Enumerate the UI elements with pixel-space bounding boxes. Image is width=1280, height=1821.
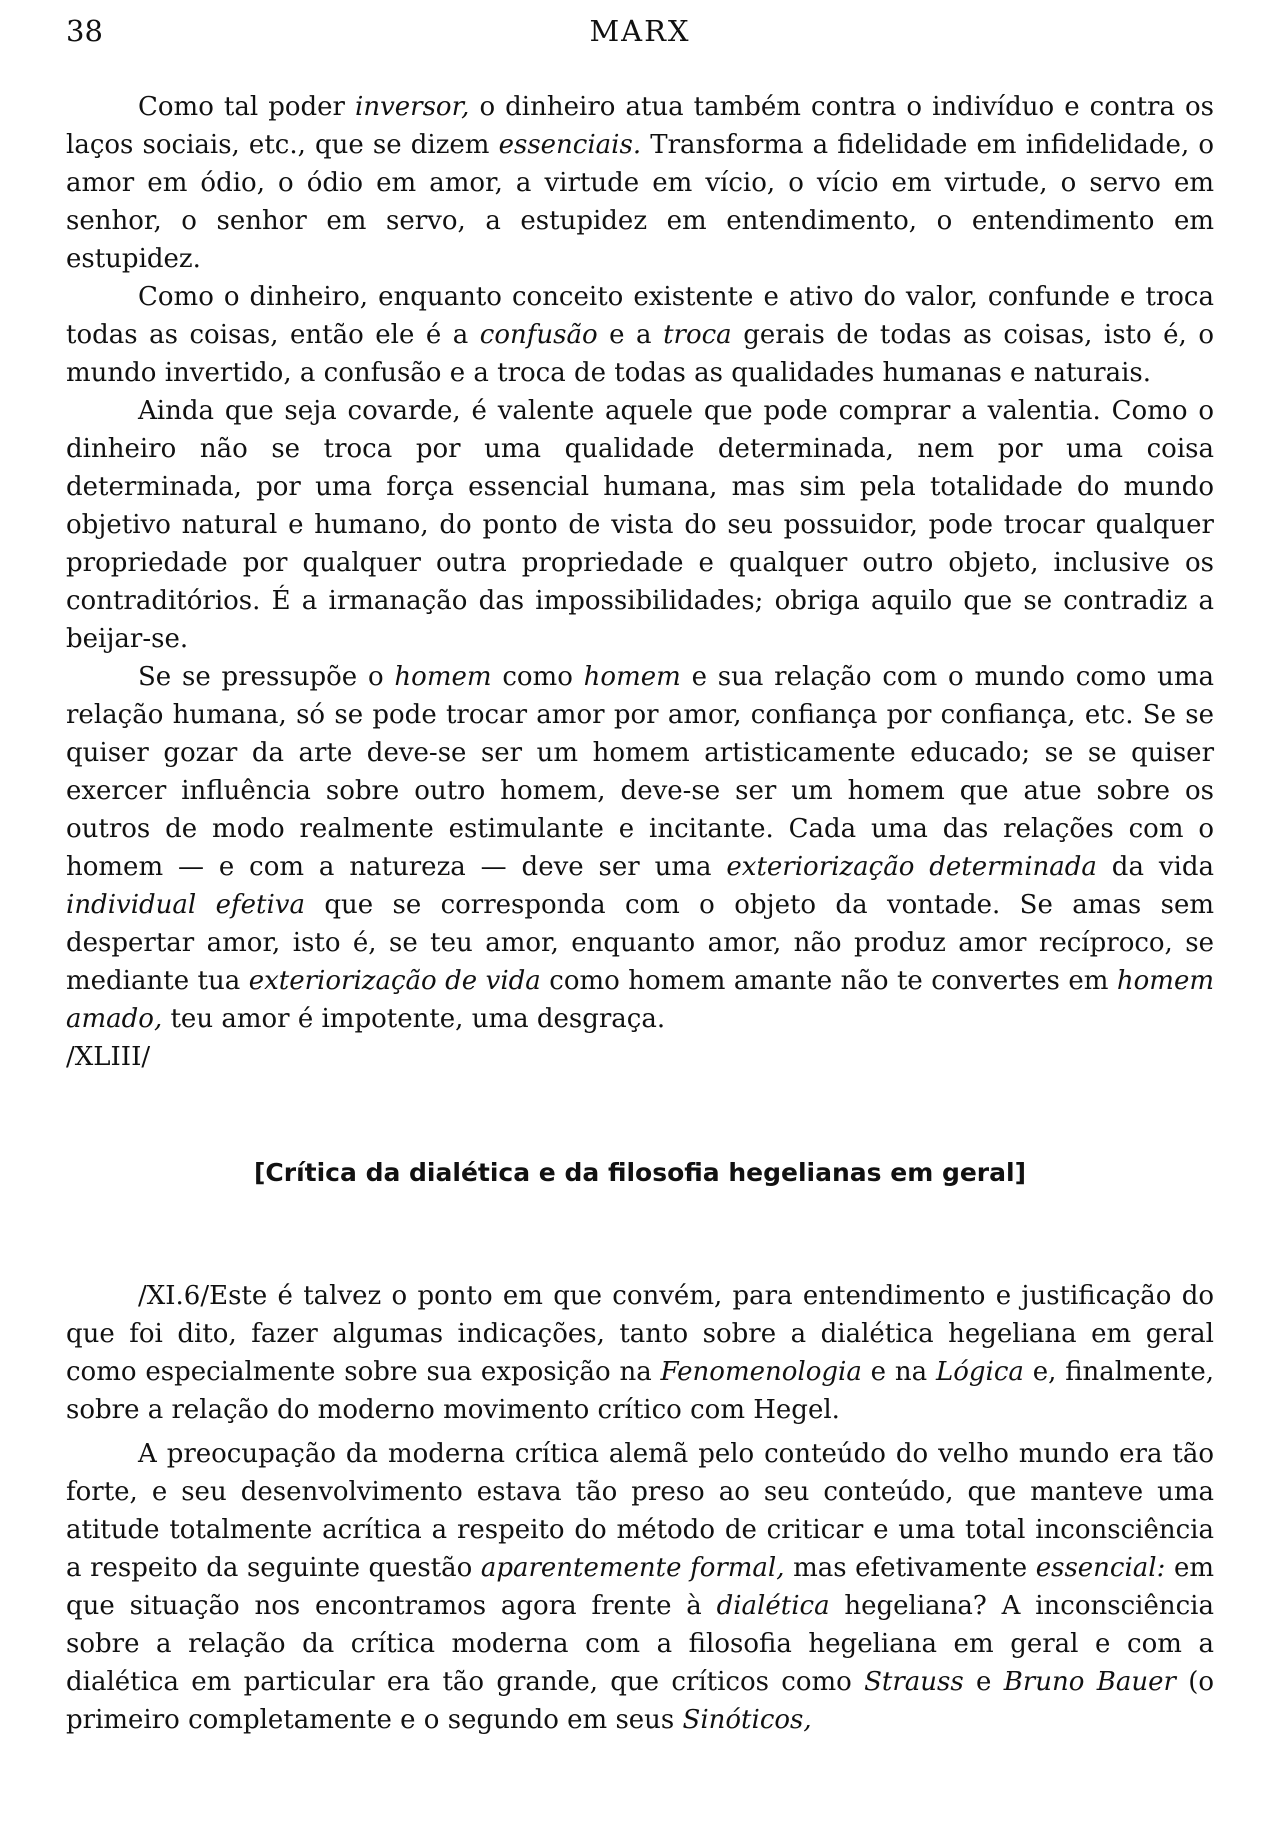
italic-text: essenciais. (498, 130, 642, 160)
text-run: que se corresponda com o objeto da vontade. Se amas sem despertar amor, isto é, se teu amor, enquanto amor, não produz amor recíproco, se mediante tua (66, 890, 1214, 996)
text-run: Como tal poder (138, 92, 356, 122)
text-run: teu amor é impotente, uma desgraça. (162, 1004, 666, 1034)
italic-text: homem (583, 662, 681, 692)
italic-text: Sinóticos, (682, 1705, 812, 1735)
italic-text: troca (663, 320, 732, 350)
text-run: da vida (1096, 852, 1214, 882)
italic-text: inversor, (355, 92, 470, 122)
paragraph (66, 392, 1214, 658)
text-run: Transforma a fidelidade em infidelidade, o amor em ódio, o ódio em amor, a virtude em vício, o vício em virtude, o servo em senhor, o senhor em servo, a estupidez em entendimento, o entendimento em estupidez. (66, 130, 1214, 274)
text-run: e (963, 1667, 1004, 1697)
italic-text: Fenomenologia (660, 1357, 862, 1387)
paragraph (66, 1435, 1214, 1739)
paragraph (66, 1277, 1214, 1429)
italic-text: exteriorização de vida (248, 966, 541, 996)
text-run: o dinheiro atua também contra o indivíduo e contra os laços sociais, etc., que se dizem (66, 92, 1215, 160)
text-run: mas efetivamente (784, 1553, 1036, 1583)
text-run: como homem amante não te convertes em (540, 966, 1117, 996)
page-header (66, 14, 1214, 54)
italic-text: exteriorização determinada (726, 852, 1097, 882)
text-run: e a (597, 320, 664, 350)
text-run: gerais de todas as coisas, isto é, o mundo invertido, a confusão e a troca de todas as qualidades humanas e naturais. (66, 320, 1215, 388)
text-run: e na (861, 1357, 936, 1387)
italic-text: Lógica (935, 1357, 1024, 1387)
text-run: Se se pressupõe o (138, 662, 395, 692)
text-run: em que situação nos encontramos agora frente à (66, 1553, 1215, 1621)
text-run: Ainda que seja covarde, é valente aquele que pode comprar a valentia. Como o dinheiro não se troca por uma qualidade determinada, nem por uma coisa determinada, por uma força essencial humana, mas sim pela totalidade do mundo objetivo natural e humano, do ponto de vista do seu possuidor, pode trocar qualquer propriedade por qualquer outra propriedade e qualquer outro objeto, inclusive os contraditórios. É a irmanação das impossibilidades; obriga aquilo que se contradiz a beijar-se. (66, 396, 1214, 654)
italic-text: homem amado, (66, 966, 1214, 1034)
text-run: e sua relação com o mundo como uma relação humana, só se pode trocar amor por amor, confiança por confiança, etc. Se se quiser gozar da arte deve-se ser um homem artisticamente educado; se se quiser exercer influência sobre outro homem, deve-se ser um homem que atue sobre os outros de modo realmente estimulante e incitante. Cada uma das relações com o homem — e com a natureza — deve ser uma (66, 662, 1214, 882)
running-head: MARX (589, 14, 691, 48)
paragraph (66, 658, 1214, 1038)
paragraph (66, 88, 1214, 278)
paragraph-group-2 (66, 1277, 1214, 1739)
italic-text: confusão (479, 320, 598, 350)
section-title: [Crítica da dialética e da filosofia hegelianas em geral] (253, 1158, 1026, 1187)
paragraph (66, 278, 1214, 392)
italic-text: Strauss (864, 1667, 964, 1697)
text-run: hegeliana? A inconsciência sobre a relação da crítica moderna com a filosofia hegeliana em geral e com a dialética em particular era tão grande, que críticos como (66, 1591, 1214, 1697)
italic-text: individual efetiva (66, 890, 305, 920)
italic-text: Bruno Bauer (1003, 1667, 1176, 1697)
body-text (66, 88, 1214, 1739)
paragraph-group-1 (66, 88, 1214, 1038)
text-run: A preocupação da moderna crítica alemã pelo conteúdo do velho mundo era tão forte, e seu desenvolvimento estava tão preso ao seu conteúdo, que manteve uma atitude totalmente acrítica a respeito do método de criticar e uma total inconsciência a respeito da seguinte questão (66, 1439, 1214, 1583)
text-run: (o primeiro completamente e o segundo em seus (66, 1667, 1214, 1735)
page-number: 38 (66, 14, 103, 48)
text-run: como (491, 662, 584, 692)
text-run: Como o dinheiro, enquanto conceito existente e ativo do valor, confunde e troca todas as coisas, então ele é a (66, 282, 1214, 350)
page-marker: /XLIII/ (66, 1042, 151, 1072)
italic-text: homem (394, 662, 492, 692)
italic-text: dialética (716, 1591, 830, 1621)
italic-text: aparentemente formal, (480, 1553, 785, 1583)
italic-text: essencial: (1035, 1553, 1166, 1583)
text-run: e, finalmente, sobre a relação do moderno movimento crítico com Hegel. (66, 1357, 1214, 1425)
text-run: /XI.6/Este é talvez o ponto em que convém, para entendimento e justificação do que foi dito, fazer algumas indicações, tanto sobre a dialética hegeliana em geral como especialmente sobre sua exposição na (66, 1281, 1214, 1387)
